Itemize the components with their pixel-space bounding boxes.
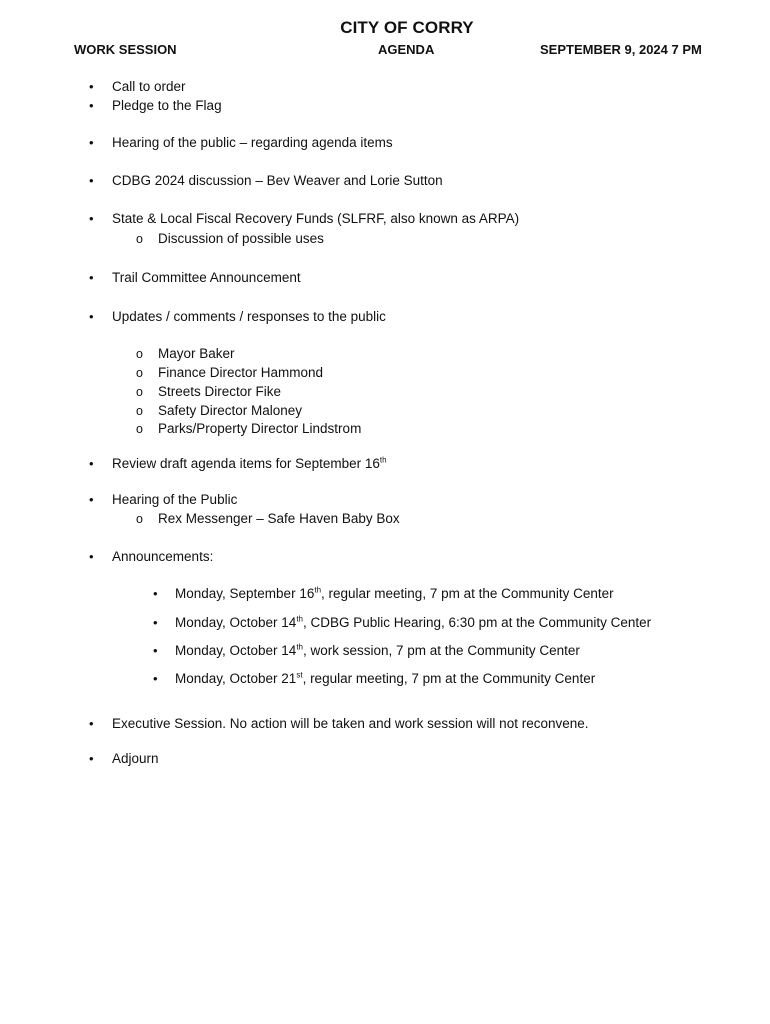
sub-bullet-icon: o (136, 404, 143, 418)
agenda-item-adjourn: Adjourn (112, 751, 159, 766)
bullet-icon: • (89, 492, 94, 507)
session-type: WORK SESSION (74, 42, 177, 57)
bullet-icon: • (89, 211, 94, 226)
sub-bullet-icon: o (136, 232, 143, 246)
sub-item-official: Streets Director Fike (158, 384, 282, 399)
agenda-item-hearing-public: Hearing of the Public (112, 492, 238, 507)
bullet-icon: • (153, 643, 158, 658)
sub-item-slfrf-uses: Discussion of possible uses (158, 231, 324, 246)
announcement-item: Monday, October 14th, work session, 7 pm at the Community Center (175, 642, 580, 658)
sub-item-official: Finance Director Hammond (158, 365, 324, 380)
document-type: AGENDA (378, 42, 435, 57)
bullet-icon: • (89, 270, 94, 285)
announcement-item: Monday, September 16th, regular meeting, 7 pm at the Community Center (175, 585, 614, 601)
sub-bullet-icon: o (136, 422, 143, 436)
agenda-item-hearing-agenda: Hearing of the public – regarding agenda items (112, 135, 393, 150)
agenda-item-review: Review draft agenda items for September 16th (112, 455, 387, 471)
bullet-icon: • (89, 549, 94, 564)
bullet-icon: • (89, 751, 94, 766)
bullet-icon: • (89, 309, 94, 324)
bullet-icon: • (153, 586, 158, 601)
bullet-icon: • (153, 671, 158, 686)
bullet-icon: • (89, 173, 94, 188)
bullet-icon: • (153, 615, 158, 630)
agenda-item-slfrf: State & Local Fiscal Recovery Funds (SLFRF, also known as ARPA) (112, 211, 520, 226)
agenda-item-updates: Updates / comments / responses to the public (112, 309, 386, 324)
agenda-item-call-to-order: Call to order (112, 79, 186, 94)
sub-item-hearing-speaker: Rex Messenger – Safe Haven Baby Box (158, 511, 400, 526)
announcement-item: Monday, October 21st, regular meeting, 7 pm at the Community Center (175, 670, 596, 686)
agenda-item-trail: Trail Committee Announcement (112, 270, 301, 285)
agenda-item-announcements: Announcements: (112, 549, 214, 564)
bullet-icon: • (89, 456, 94, 471)
bullet-icon: • (89, 79, 94, 94)
sub-bullet-icon: o (136, 347, 143, 361)
sub-item-official: Safety Director Maloney (158, 403, 303, 418)
agenda-item-executive: Executive Session. No action will be taken and work session will not reconvene. (112, 716, 589, 731)
agenda-item-cdbg: CDBG 2024 discussion – Bev Weaver and Lorie Sutton (112, 173, 443, 188)
sub-bullet-icon: o (136, 385, 143, 399)
meeting-date-time: SEPTEMBER 9, 2024 7 PM (540, 42, 702, 57)
sub-item-official: Parks/Property Director Lindstrom (158, 421, 362, 436)
bullet-icon: • (89, 716, 94, 731)
announcement-item: Monday, October 14th, CDBG Public Hearing, 6:30 pm at the Community Center (175, 614, 652, 630)
bullet-icon: • (89, 135, 94, 150)
sub-bullet-icon: o (136, 366, 143, 380)
sub-bullet-icon: o (136, 512, 143, 526)
agenda-item-pledge: Pledge to the Flag (112, 98, 222, 113)
sub-item-official: Mayor Baker (158, 346, 235, 361)
document-title: CITY OF CORRY (340, 18, 474, 37)
bullet-icon: • (89, 98, 94, 113)
